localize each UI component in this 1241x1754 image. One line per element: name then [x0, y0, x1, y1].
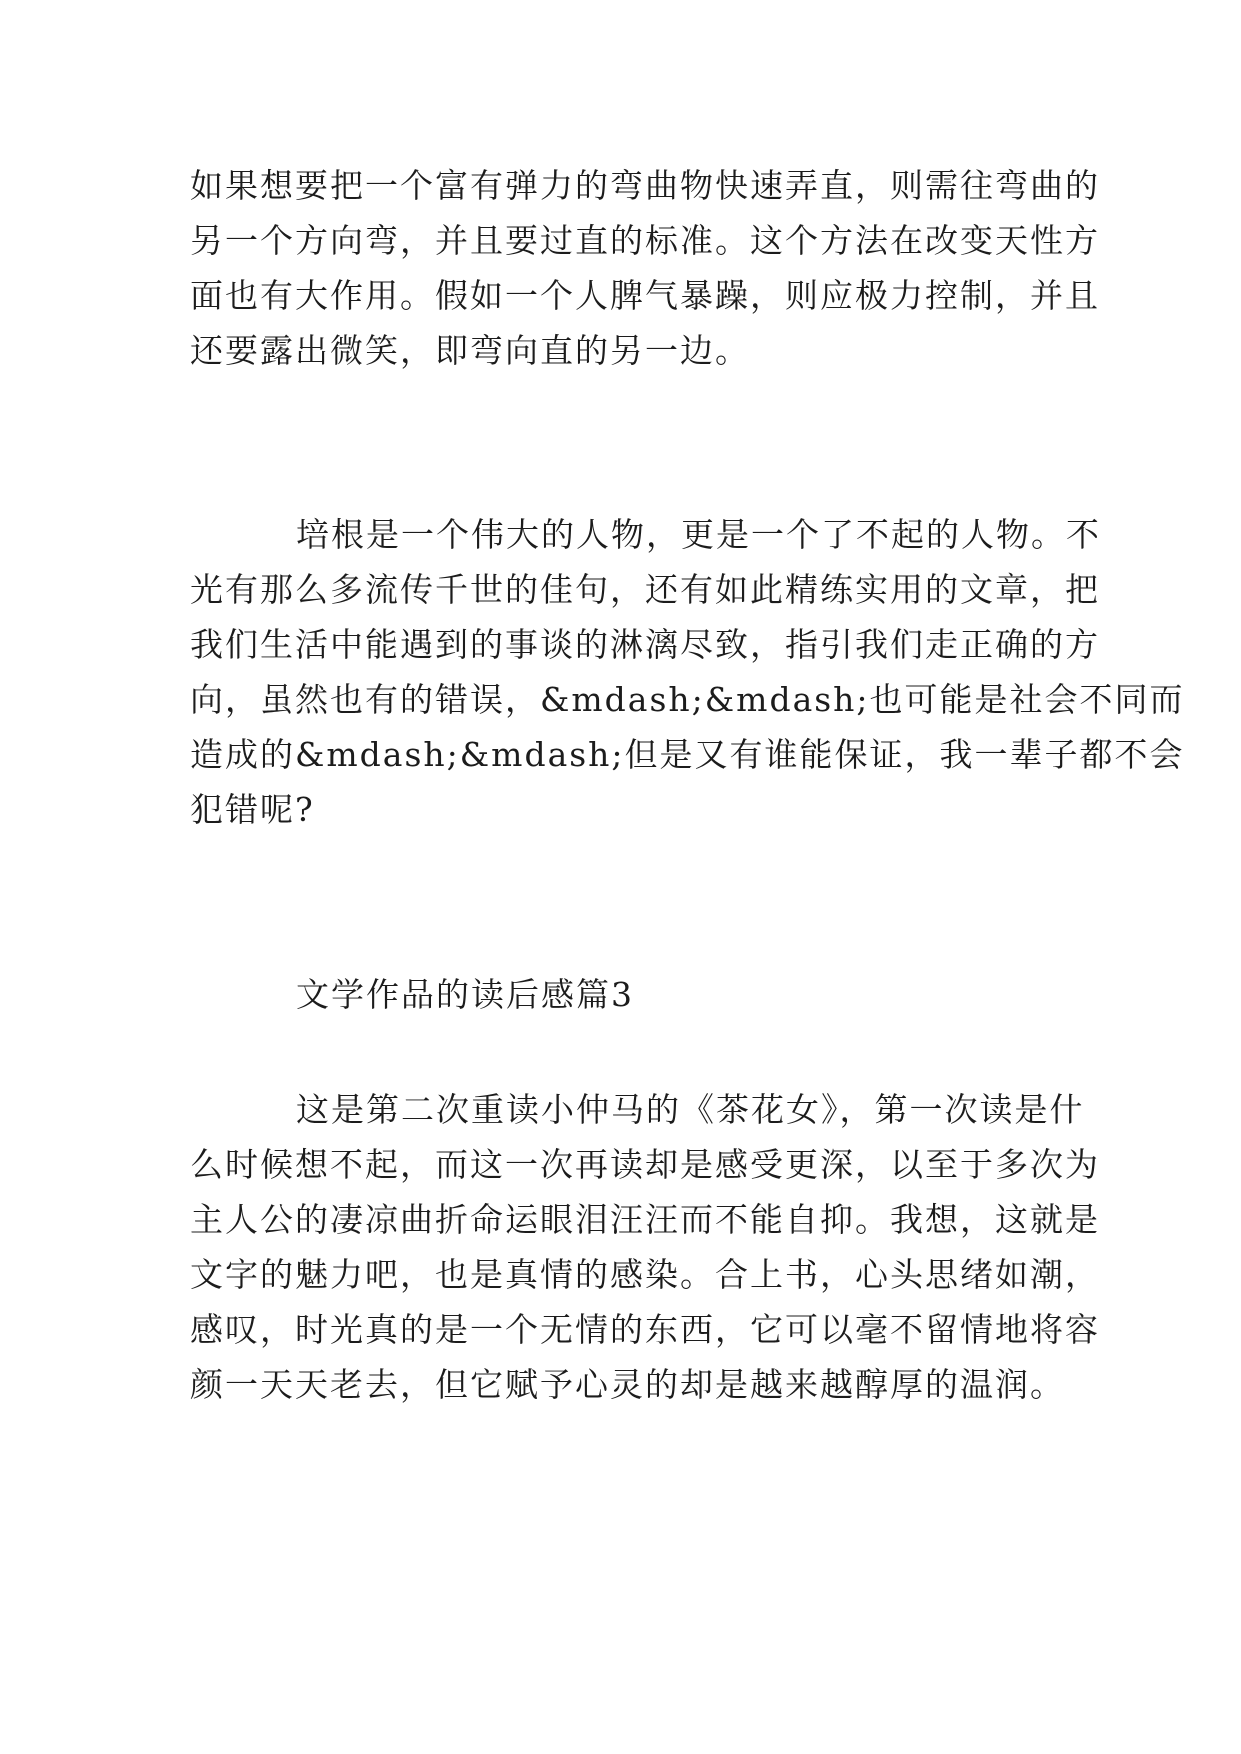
paragraph-1-line-4: 还要露出微笑，即弯向直的另一边。: [190, 331, 750, 370]
paragraph-2-line-5: 造成的&mdash;&mdash;但是又有谁能保证，我一辈子都不会: [190, 735, 1185, 774]
paragraph-3-line-1: 这是第二次重读小仲马的《茶花女》，第一次读是什: [296, 1090, 1085, 1129]
paragraph-3-line-5: 感叹，时光真的是一个无情的东西，它可以毫不留情地将容: [190, 1310, 1100, 1349]
paragraph-1-line-3: 面也有大作用。假如一个人脾气暴躁，则应极力控制，并且: [190, 276, 1100, 315]
paragraph-3-line-6: 颜一天天老去，但它赋予心灵的却是越来越醇厚的温润。: [190, 1365, 1065, 1404]
paragraph-2-line-3: 我们生活中能遇到的事谈的淋漓尽致，指引我们走正确的方: [190, 625, 1100, 664]
paragraph-2-line-2: 光有那么多流传千世的佳句，还有如此精练实用的文章，把: [190, 570, 1100, 609]
section-heading: 文学作品的读后感篇3: [296, 975, 634, 1014]
paragraph-2-line-6: 犯错呢?: [190, 790, 315, 829]
paragraph-2-line-4: 向，虽然也有的错误，&mdash;&mdash;也可能是社会不同而: [190, 680, 1185, 719]
paragraph-1-line-2: 另一个方向弯，并且要过直的标准。这个方法在改变天性方: [190, 221, 1100, 260]
paragraph-3-line-3: 主人公的凄凉曲折命运眼泪汪汪而不能自抑。我想，这就是: [190, 1200, 1100, 1239]
paragraph-3-line-4: 文字的魅力吧，也是真情的感染。合上书，心头思绪如潮，: [190, 1255, 1100, 1294]
paragraph-1-line-1: 如果想要把一个富有弹力的弯曲物快速弄直，则需往弯曲的: [190, 166, 1100, 205]
paragraph-3-line-2: 么时候想不起，而这一次再读却是感受更深，以至于多次为: [190, 1145, 1100, 1184]
paragraph-2-line-1: 培根是一个伟大的人物，更是一个了不起的人物。不: [296, 515, 1101, 554]
